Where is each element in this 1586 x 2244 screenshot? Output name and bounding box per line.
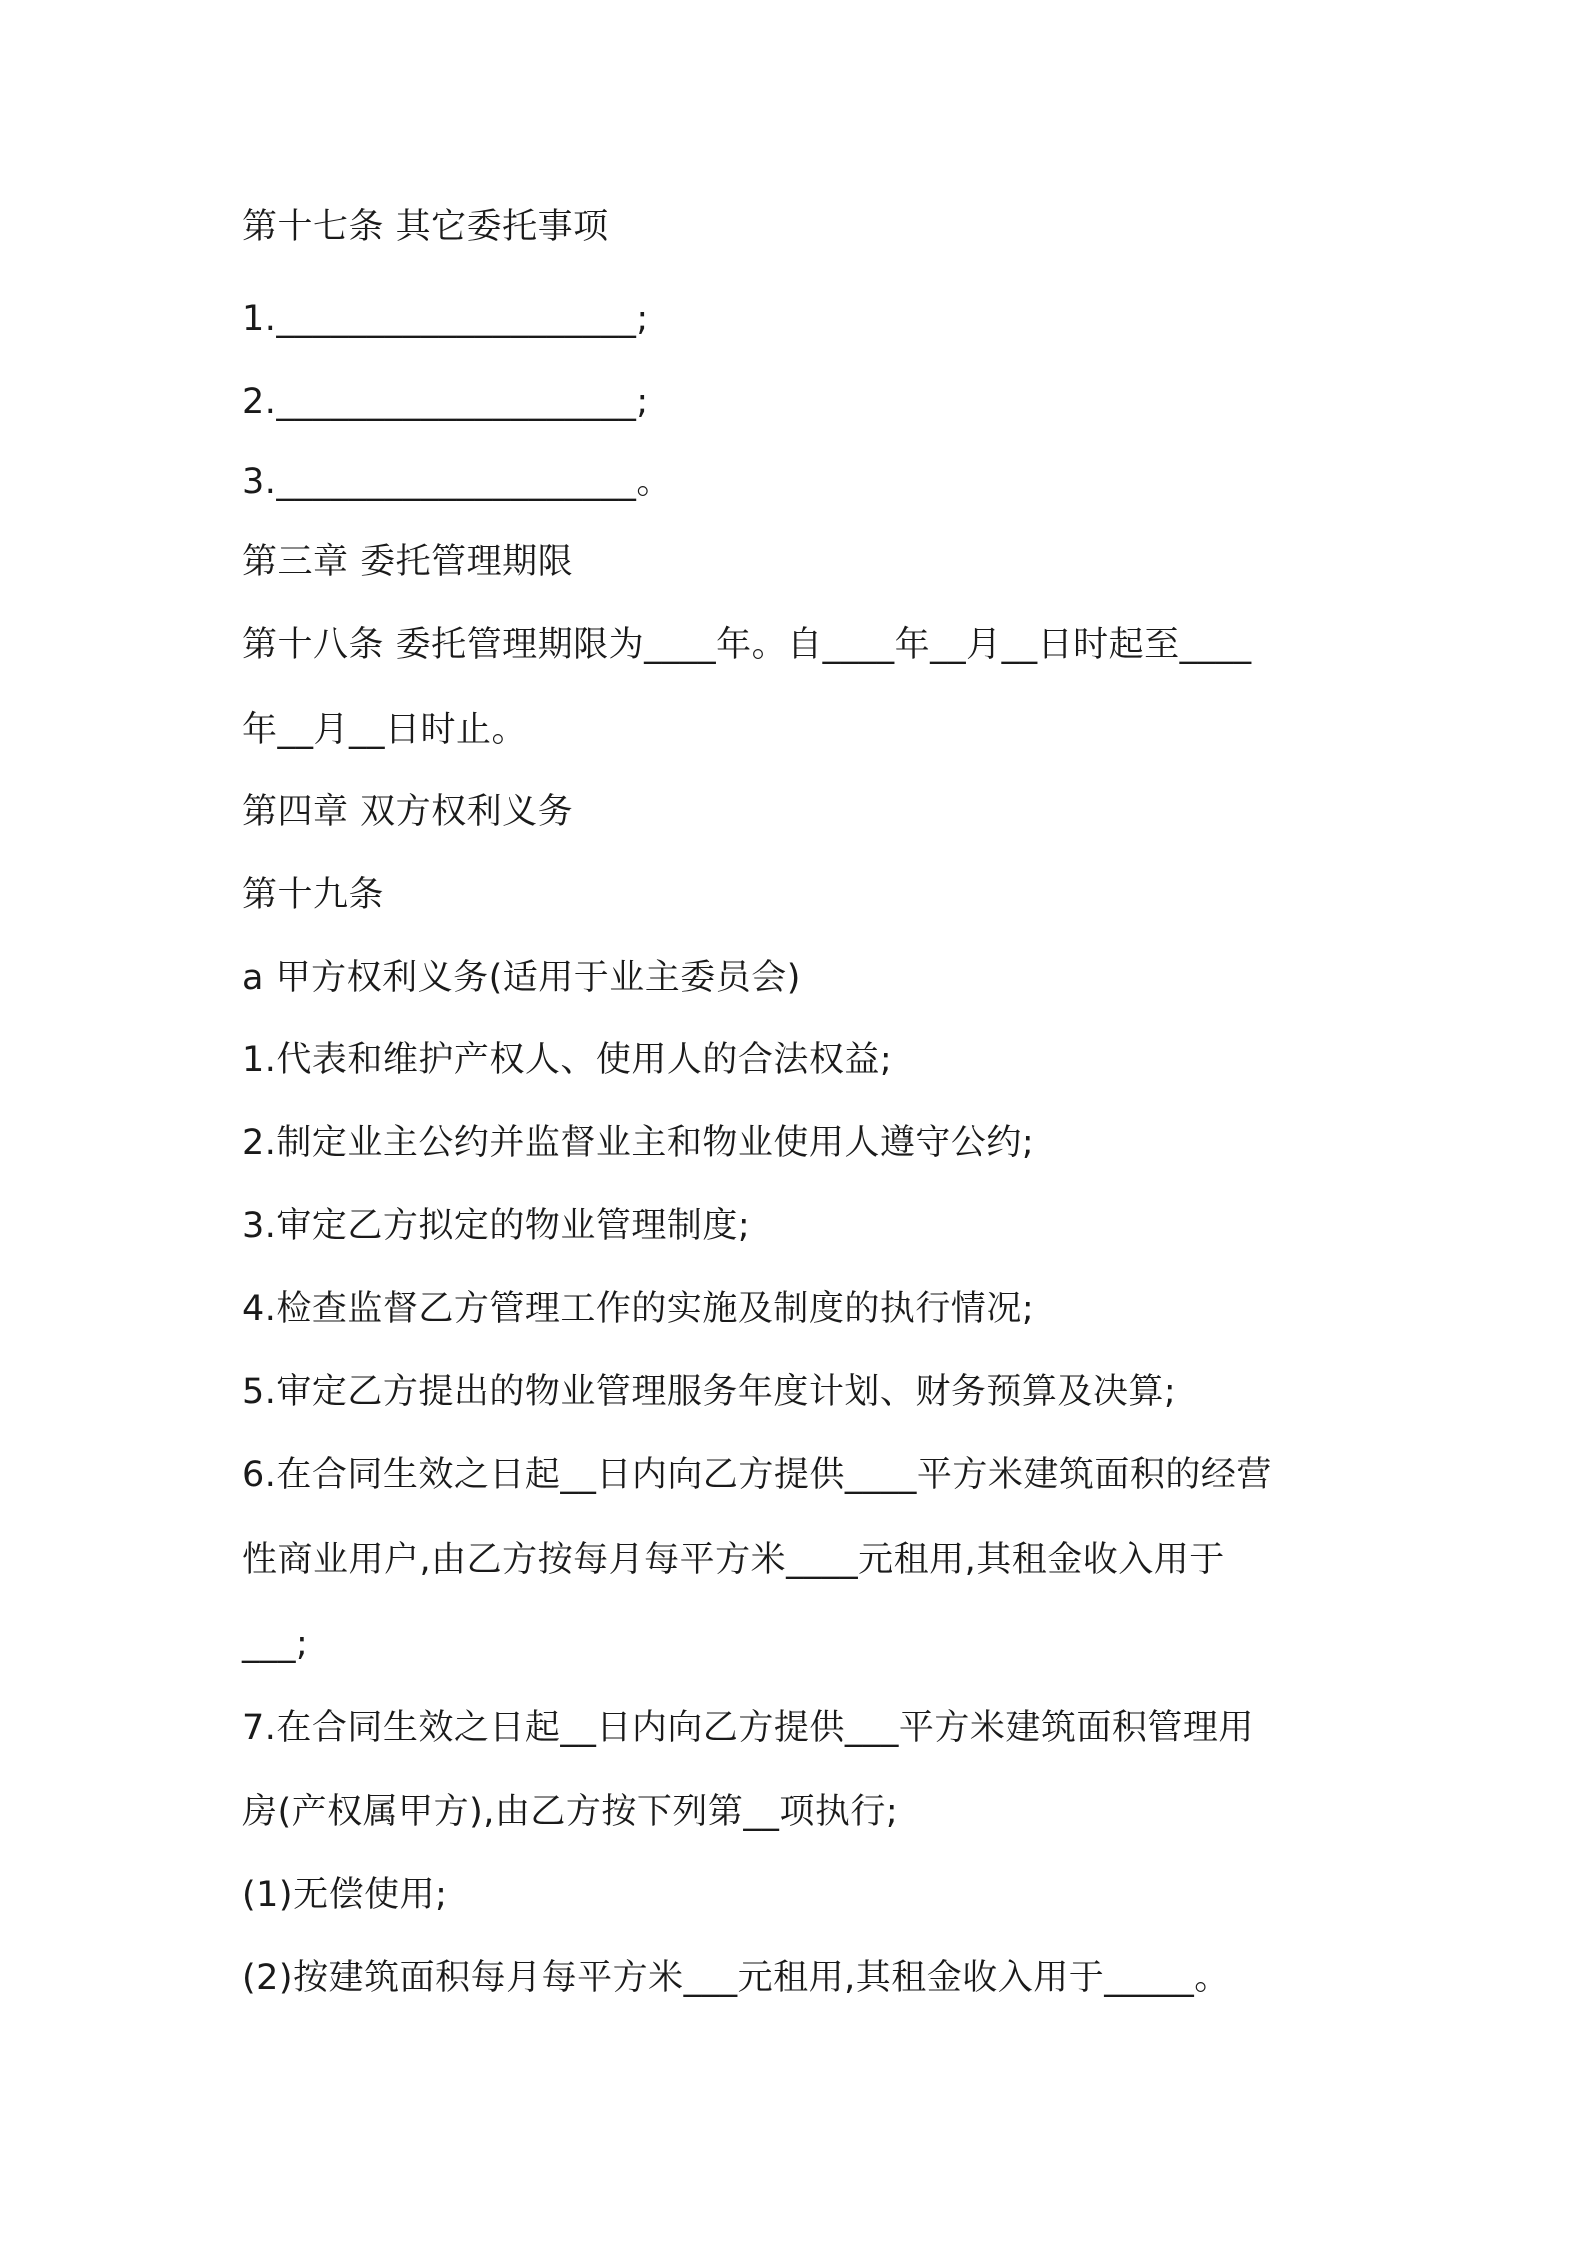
article-18-text: 第十八条 委托管理期限为____年。自____年__月__日时起至____: [242, 625, 1252, 665]
sub-list-item: (2)按建筑面积每月每平方米___元租用,其租金收入用于_____。: [242, 1958, 1230, 1998]
list-item-cont: 性商业用户,由乙方按每月每平方米____元租用,其租金收入用于: [242, 1540, 1225, 1580]
list-item: 3.审定乙方拟定的物业管理制度;: [242, 1206, 751, 1246]
list-item: 4.检查监督乙方管理工作的实施及制度的执行情况;: [242, 1289, 1035, 1329]
list-item-cont: ___;: [242, 1624, 309, 1664]
list-item: 2.制定业主公约并监督业主和物业使用人遵守公约;: [242, 1123, 1035, 1163]
list-item: 1.____________________;: [242, 299, 649, 339]
sub-list-item: (1)无偿使用;: [242, 1875, 448, 1915]
list-item: 6.在合同生效之日起__日内向乙方提供____平方米建筑面积的经营: [242, 1455, 1272, 1495]
article-17-heading: 第十七条 其它委托事项: [242, 207, 609, 247]
chapter-4-heading: 第四章 双方权利义务: [242, 792, 574, 832]
chapter-3-heading: 第三章 委托管理期限: [242, 542, 574, 582]
article-19-heading: 第十九条: [242, 875, 385, 915]
list-item: 7.在合同生效之日起__日内向乙方提供___平方米建筑面积管理用: [242, 1708, 1254, 1748]
party-a-heading: a 甲方权利义务(适用于业主委员会): [242, 958, 801, 998]
list-item: 3.____________________。: [242, 462, 672, 502]
list-item: 2.____________________;: [242, 382, 649, 422]
list-item-cont: 房(产权属甲方),由乙方按下列第__项执行;: [242, 1792, 899, 1832]
article-18-text-cont: 年__月__日时止。: [242, 710, 528, 750]
list-item: 5.审定乙方提出的物业管理服务年度计划、财务预算及决算;: [242, 1372, 1177, 1412]
list-item: 1.代表和维护产权人、使用人的合法权益;: [242, 1040, 893, 1080]
